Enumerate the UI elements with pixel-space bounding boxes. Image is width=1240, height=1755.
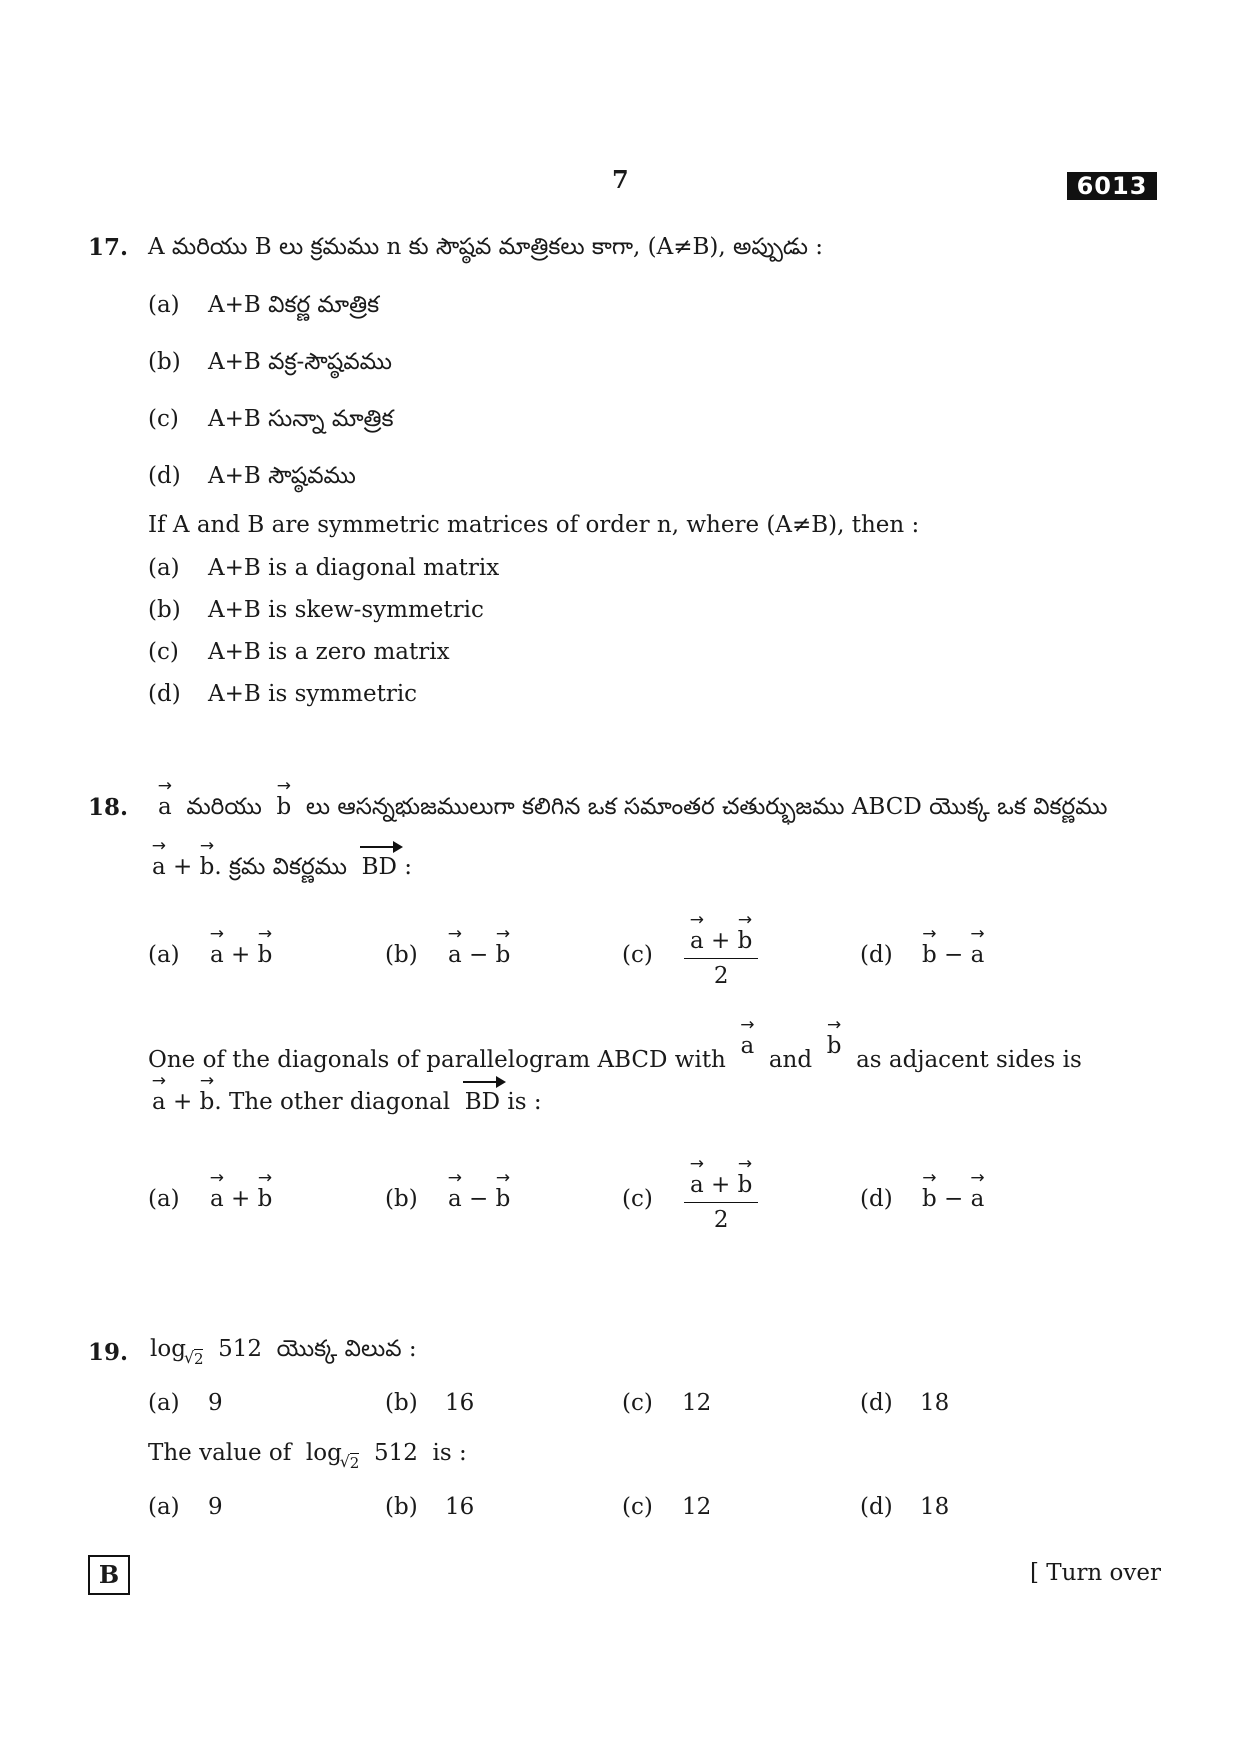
option-text: A+B సౌష్ఠవము [208,463,356,489]
option-text: A+B is skew-symmetric [208,597,484,623]
option-text: 9 [208,1390,223,1416]
option-row [148,1494,223,1520]
text: మరియు [186,794,262,820]
text: The value of [148,1440,292,1466]
log-argument: 512 [373,1440,418,1466]
option-row [148,463,356,495]
option-row [385,1390,474,1416]
log-text: log [305,1440,342,1466]
option-label: (c) [622,1186,653,1212]
option-row [385,1494,474,1520]
option-label: (b) [385,1494,418,1520]
option-row [148,292,379,324]
question-stem-english-line1 [148,1033,1082,1073]
plus-sign: + [711,1172,731,1198]
vector-b: → b [496,1172,511,1212]
option-text: A+B is a diagonal matrix [208,555,500,581]
option-expression [210,928,272,968]
minus-sign: − [469,1186,489,1212]
vector-b: → b [922,928,937,968]
option-label: (a) [148,555,180,581]
vector-b: → b [258,1172,273,1212]
vector-b: → b [738,1158,753,1198]
plus-sign: + [711,928,731,954]
turn-over-note: [ Turn over [1030,1560,1162,1586]
text: and [768,1047,813,1073]
question-stem-english [148,1440,467,1472]
vector-a: → a [971,928,985,968]
text: is : [432,1440,467,1466]
radicand: 2 [193,1350,204,1368]
text: . క్రమ వికర్ణము [214,854,347,880]
vector-a: → a [741,1019,755,1059]
option-text: A+B is a zero matrix [208,639,450,665]
option-expression [448,928,510,968]
vector-a: → a [448,1172,462,1212]
question-number: 18. [88,794,129,821]
vector-a: → a [158,780,172,820]
vector-b: → b [200,840,215,880]
log-base [342,1454,360,1472]
option-expression [922,928,984,968]
option-label: (d) [860,1186,893,1212]
question-stem-telugu [150,1336,417,1368]
option-label: (a) [148,1494,180,1520]
option-expression [448,1172,510,1212]
fraction [684,1158,758,1233]
option-text: 12 [682,1390,712,1416]
question-stem-telugu-line1 [158,780,1108,826]
option-row [148,681,417,707]
denominator: 2 [713,963,729,989]
option-row [148,555,499,581]
vector-b: → b [827,1019,842,1059]
vector-b: → b [258,928,273,968]
option-label: (c) [148,406,179,432]
vector-b: → b [200,1075,215,1115]
option-expression [210,1172,272,1212]
option-text: A+B సున్నా మాత్రిక [208,406,394,432]
vector-a: → a [971,1172,985,1212]
question-number: 19. [88,1339,129,1366]
numerator [684,914,758,959]
denominator: 2 [713,1207,729,1233]
paper-code-badge: 6013 [1067,172,1157,200]
question-stem-telugu-line2 [152,840,412,886]
option-label: (a) [148,1390,180,1416]
plus-sign: + [231,1186,251,1212]
option-row [622,1390,711,1416]
option-label: (b) [148,349,181,375]
page-number: 7 [612,165,629,194]
text: is : [507,1089,542,1115]
vector-b: → b [922,1172,937,1212]
option-row [148,406,394,438]
option-row [148,639,450,665]
option-text: A+B వక్ర-సౌష్ఠవము [208,349,392,375]
question-stem-english-line2 [152,1075,542,1115]
question-number: 17. [88,234,129,261]
option-label: (d) [860,942,893,968]
option-label: (b) [385,942,418,968]
sqrt [342,1454,360,1472]
log-text: log [150,1336,186,1362]
option-label: (a) [148,1186,180,1212]
option-text: 12 [682,1494,712,1520]
text: as adjacent sides is [856,1047,1082,1073]
option-label: (b) [385,1186,418,1212]
plus-sign: + [173,854,193,880]
plus-sign: + [231,942,251,968]
option-label: (d) [860,1390,893,1416]
booklet-series-box: B [88,1555,130,1595]
option-label: (c) [622,1494,653,1520]
option-expression [922,1172,984,1212]
vector-a: → a [152,1075,166,1115]
option-text: 9 [208,1494,223,1520]
option-row [860,1494,949,1520]
option-fraction [684,1166,758,1241]
vector-a: → a [210,1172,224,1212]
log-argument: 512 [218,1336,263,1362]
minus-sign: − [944,942,964,968]
plus-sign: + [173,1089,193,1115]
question-stem-english: If A and B are symmetric matrices of order n, where (A≠B), then : [148,512,920,538]
vector-b: → b [276,780,291,820]
option-label: (d) [860,1494,893,1520]
option-label: (c) [622,1390,653,1416]
vector-b: → b [496,928,511,968]
numerator [684,1158,758,1203]
question-stem-telugu: A మరియు B లు క్రమము n కు సౌష్ఠవ మాత్రికలు కాగా, (A≠B), అప్పుడు : [148,234,823,260]
text: One of the diagonals of parallelogram ABCD with [148,1047,726,1073]
sqrt [186,1350,204,1368]
text: . The other diagonal [214,1089,451,1115]
option-label: (b) [148,597,181,623]
option-row [148,597,484,623]
option-row [148,349,392,381]
option-label: (d) [148,681,181,707]
option-text: 16 [445,1494,475,1520]
vector-b: → b [738,914,753,954]
vector-a: → a [448,928,462,968]
colon: : [404,854,412,880]
radicand: 2 [349,1454,360,1472]
option-row [148,1390,223,1416]
option-text: 16 [445,1390,475,1416]
minus-sign: − [944,1186,964,1212]
vector-a: → a [690,914,704,954]
option-fraction [684,922,758,997]
text: లు ఆసన్నభుజములుగా కలిగిన ఒక సమాంతర చతుర్భుజము ABCD యొక్క ఒక వికర్ణము [305,794,1108,820]
option-label: (c) [622,942,653,968]
vector-bd: BD [465,1075,500,1115]
log-base [186,1350,204,1368]
option-label: (b) [385,1390,418,1416]
option-label: (c) [148,639,179,665]
minus-sign: − [469,942,489,968]
fraction [684,914,758,989]
vector-a: → a [690,1158,704,1198]
option-text: 18 [920,1494,950,1520]
vector-a: → a [152,840,166,880]
vector-bd: BD [362,840,397,880]
option-text: A+B is symmetric [208,681,418,707]
option-row [622,1494,711,1520]
option-label: (a) [148,942,180,968]
option-text: 18 [920,1390,950,1416]
option-label: (d) [148,463,181,489]
text: యొక్క విలువ : [276,1336,417,1362]
option-text: A+B వికర్ణ మాత్రిక [208,292,380,318]
option-row [860,1390,949,1416]
vector-a: → a [210,928,224,968]
option-label: (a) [148,292,180,318]
